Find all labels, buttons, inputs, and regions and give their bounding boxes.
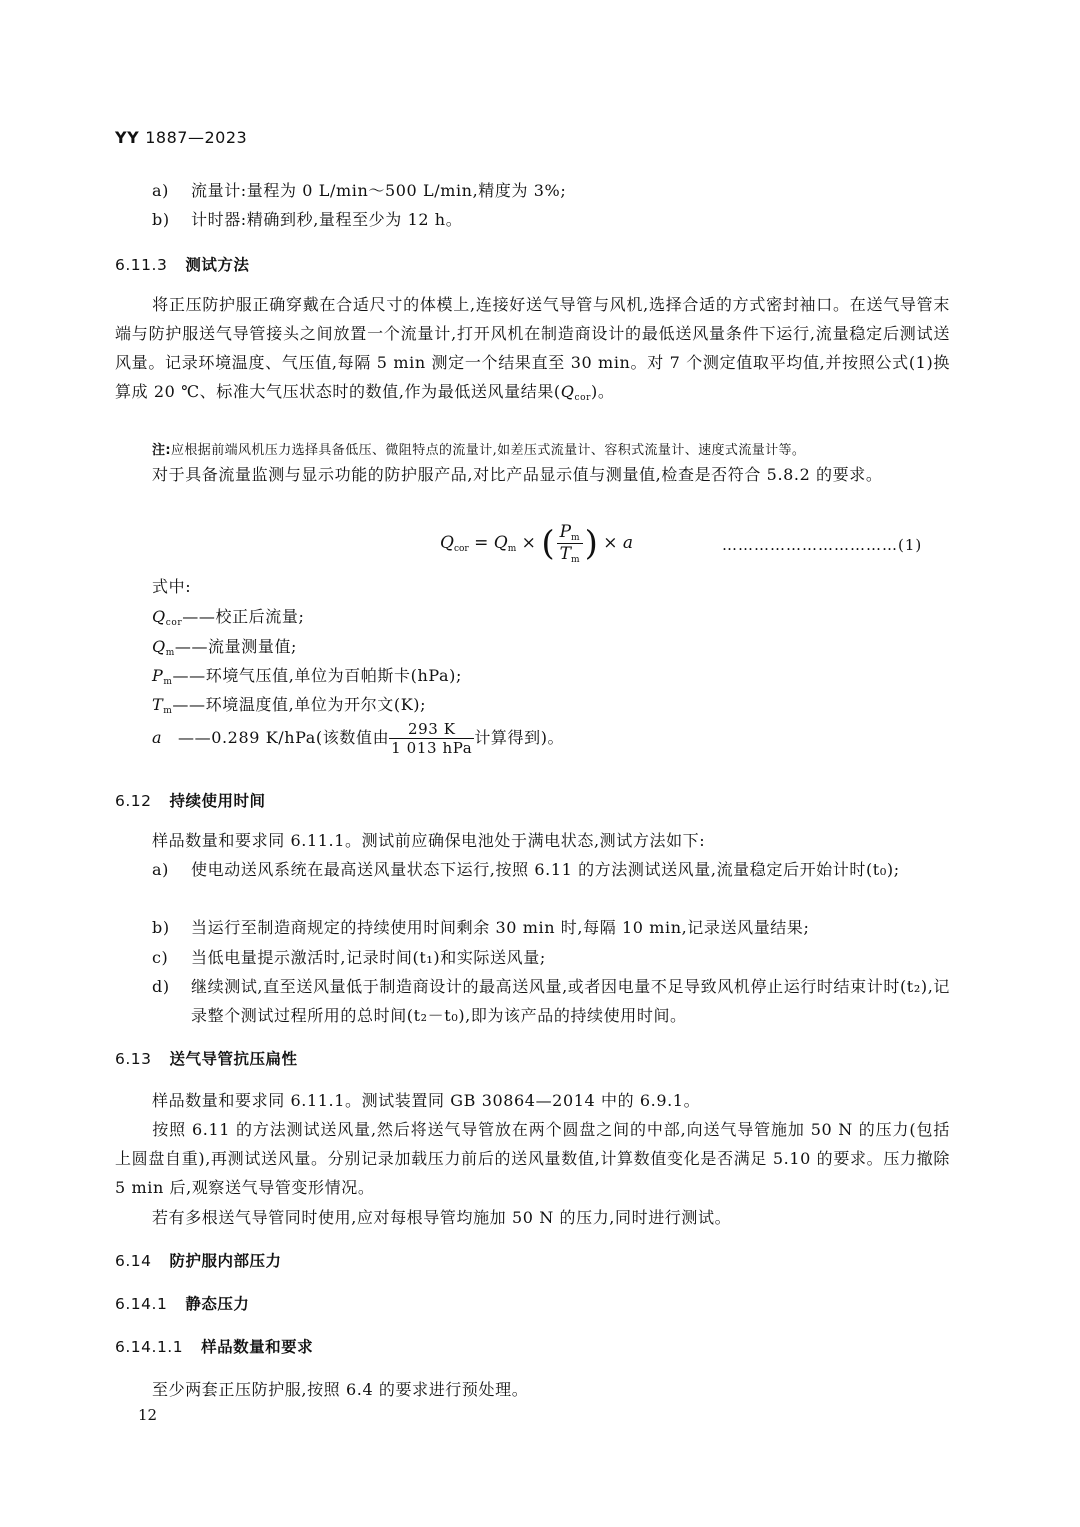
formula-subscript: m xyxy=(571,533,580,543)
definition-line xyxy=(152,663,462,687)
formula-times: × xyxy=(603,533,618,553)
list-text: 当运行至制造商规定的持续使用时间剩余 30 min 时,每隔 10 min,记录送风量结果; xyxy=(191,918,810,937)
list-marker: a) xyxy=(152,181,169,200)
formula-equals: = xyxy=(474,533,489,553)
paragraph-text: 样品数量和要求同 6.11.1。测试前应确保电池处于满电状态,测试方法如下: xyxy=(152,831,706,850)
section-number: 6.14 xyxy=(115,1252,152,1270)
def-symbol: Q xyxy=(152,607,166,626)
def-text: ——0.289 K/hPa(该数值由 xyxy=(178,728,390,747)
note-label: 注: xyxy=(152,443,171,458)
standard-header xyxy=(115,128,247,147)
def-subscript: m xyxy=(163,706,173,716)
formula-times: × xyxy=(521,533,536,553)
symbol: Q xyxy=(560,382,575,401)
list-item xyxy=(152,205,950,234)
section-title: 测试方法 xyxy=(185,256,250,274)
paragraph xyxy=(115,1115,950,1202)
standard-prefix: YY xyxy=(115,128,140,147)
list-item xyxy=(152,855,950,884)
def-symbol: T xyxy=(152,695,164,714)
list-item xyxy=(152,176,950,205)
definition-line xyxy=(152,692,426,716)
section-number: 6.12 xyxy=(115,792,152,810)
list-text: 当低电量提示激活时,记录时间(t₁)和实际送风量; xyxy=(191,948,546,967)
definition-line xyxy=(152,634,297,658)
symbol-subscript: cor xyxy=(574,393,592,403)
fraction-denominator: 1 013 hPa xyxy=(391,739,473,757)
list-marker: b) xyxy=(152,918,170,937)
paragraph-text: 对于具备流量监测与显示功能的防护服产品,对比产品显示值与测量值,检查是否符合 5.8.2 的要求。 xyxy=(152,465,883,484)
section-title: 送气导管抗压扁性 xyxy=(169,1050,298,1068)
def-symbol: Q xyxy=(152,637,166,656)
section-heading-6-13 xyxy=(115,1047,298,1069)
paragraph-text: 若有多根送气导管同时使用,应对每根导管均施加 50 N 的压力,同时进行测试。 xyxy=(152,1208,732,1227)
formula-number: ……………………………(1) xyxy=(722,536,923,554)
close-paren: ) xyxy=(584,523,598,564)
fraction-denominator: T xyxy=(559,544,571,564)
list-text: 流量计:量程为 0 L/min～500 L/min,精度为 3%; xyxy=(191,181,567,200)
standard-number: 1887—2023 xyxy=(145,128,248,147)
section-title: 样品数量和要求 xyxy=(201,1338,314,1356)
formula-subscript: m xyxy=(570,555,580,565)
def-text: 计算得到)。 xyxy=(474,728,565,747)
def-subscript: m xyxy=(163,677,173,687)
def-text: ——环境温度值,单位为开尔文(K); xyxy=(172,695,427,714)
def-subscript: cor xyxy=(165,618,183,628)
section-heading-6-14-1 xyxy=(115,1292,249,1314)
def-symbol: a xyxy=(152,728,163,747)
paragraph-text: 按照 6.11 的方法测试送风量,然后将送气导管放在两个圆盘之间的中部,向送气导管施加 50 N 的压力(包括上圆盘自重),再测试送风量。分别记录加载压力前后的送风量数值,计算数值变化是否满足 5.10 的要求。压力撤除 5 min 后,观察送气导管变形情况。 xyxy=(115,1120,950,1197)
note xyxy=(152,439,805,458)
note-text: 应根据前端风机压力选择具备低压、微阻特点的流量计,如差压式流量计、容积式流量计、速度式流量计等。 xyxy=(171,443,806,458)
page-number: 12 xyxy=(138,1406,158,1424)
list-text: 继续测试,直至送风量低于制造商设计的最高送风量,或者因电量不足导致风机停止运行时结束计时(t₂),记录整个测试过程所用的总时间(t₂－t₀),即为该产品的持续使用时间。 xyxy=(191,977,950,1025)
formula-lhs: Q xyxy=(440,533,454,553)
paragraph-text: 样品数量和要求同 6.11.1。测试装置同 GB 30864—2014 中的 6.9.1。 xyxy=(152,1091,701,1110)
formula-fraction xyxy=(557,522,583,565)
def-subscript: m xyxy=(165,648,175,658)
definitions-intro: 式中: xyxy=(152,577,192,596)
list-marker: c) xyxy=(152,948,169,967)
def-fraction xyxy=(389,720,474,757)
section-number: 6.11.3 xyxy=(115,256,168,274)
paragraph-text: 至少两套正压防护服,按照 6.4 的要求进行预处理。 xyxy=(152,1380,529,1399)
formula xyxy=(440,522,633,568)
list-item xyxy=(152,972,950,1030)
section-heading-6-11-3 xyxy=(115,253,249,275)
section-number: 6.13 xyxy=(115,1050,152,1068)
list-item xyxy=(152,913,950,942)
paragraph xyxy=(115,1086,950,1115)
open-paren: ( xyxy=(541,523,555,564)
list-text: 使电动送风系统在最高送风量状态下运行,按照 6.11 的方法测试送风量,流量稳定后开始计时(t₀); xyxy=(191,860,900,879)
paragraph xyxy=(115,290,950,413)
fraction-numerator: P xyxy=(559,522,572,542)
def-text: ——流量测量值; xyxy=(174,637,298,656)
paragraph-text: 将正压防护服正确穿戴在合适尺寸的体模上,连接好送气导管与风机,选择合适的方式密封袖口。在送气导管末端与防护服送气导管接头之间放置一个流量计,打开风机在制造商设计的最低送风量条件下运行,流量稳定后测试送风量。记录环境温度、气压值,每隔 5 min 测定一个结果直至 30 min。对 7 个测定值取平均值,并按照公式(1)换算成 20 ℃、标准大气压状态时的数值,作为最低送风量结果( xyxy=(115,295,950,401)
fraction-numerator: 293 K xyxy=(389,720,474,739)
def-symbol: P xyxy=(152,666,164,685)
list-marker: a) xyxy=(152,860,169,879)
definition-line xyxy=(152,604,304,628)
formula-subscript: m xyxy=(507,544,517,554)
section-heading-6-14-1-1 xyxy=(115,1335,313,1357)
paragraph-text: )。 xyxy=(591,382,615,401)
formula-a: a xyxy=(622,533,634,553)
list-item xyxy=(152,943,950,972)
paragraph xyxy=(115,1375,950,1404)
section-heading-6-12 xyxy=(115,789,266,811)
formula-q: Q xyxy=(493,533,508,553)
paragraph xyxy=(115,826,950,855)
section-title: 静态压力 xyxy=(185,1295,250,1313)
formula-subscript: cor xyxy=(453,544,469,554)
list-marker: d) xyxy=(152,977,170,996)
list-text: 计时器:精确到秒,量程至少为 12 h。 xyxy=(191,210,463,229)
definition-line-a xyxy=(152,720,564,757)
def-text: ——环境气压值,单位为百帕斯卡(hPa); xyxy=(172,666,462,685)
section-title: 防护服内部压力 xyxy=(169,1252,282,1270)
paragraph xyxy=(115,1203,950,1232)
paragraph xyxy=(115,460,950,489)
section-number: 6.14.1.1 xyxy=(115,1338,184,1356)
list-marker: b) xyxy=(152,210,170,229)
def-text: ——校正后流量; xyxy=(182,607,305,626)
section-title: 持续使用时间 xyxy=(169,792,266,810)
section-number: 6.14.1 xyxy=(115,1295,168,1313)
section-heading-6-14 xyxy=(115,1249,282,1271)
